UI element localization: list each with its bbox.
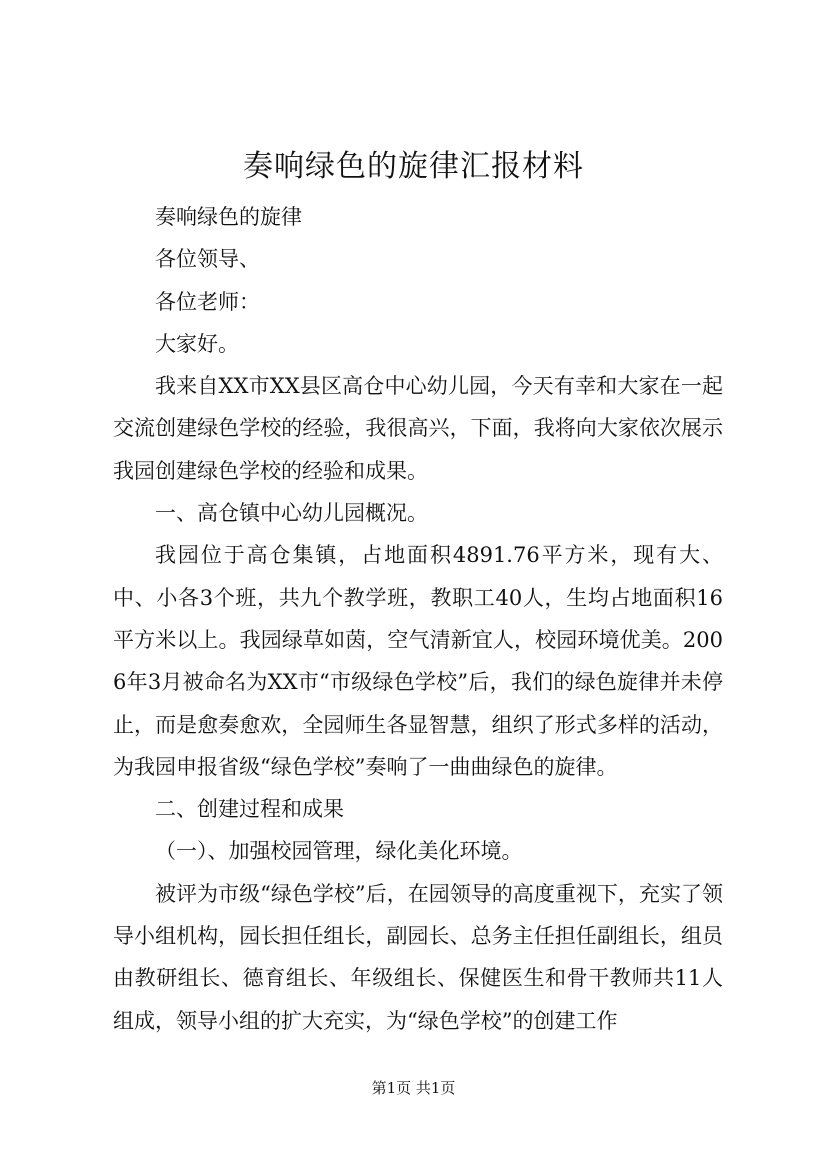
paragraph-subtitle: 奏响绿色的旋律 <box>155 205 302 229</box>
paragraph-salutation-teachers: 各位老师： <box>155 289 260 314</box>
section-heading-overview: 一、高仓镇中心幼儿园概况。 <box>155 501 428 526</box>
paragraph-introduction: 我来自XX市XX县区高仓中心幼儿园，今天有幸和大家在一起交流创建绿色学校的经验，我很高兴，下面，我将向大家依次展示我园创建绿色学校的经验和成果。 <box>113 374 723 483</box>
section-heading-process: 二、创建过程和成果 <box>155 797 344 822</box>
paragraph-salutation-leaders: 各位领导、 <box>155 247 260 272</box>
document-body <box>113 196 723 1042</box>
paragraph-greeting: 大家好。 <box>155 331 239 356</box>
subsection-heading-management: （一）、加强校园管理，绿化美化环境。 <box>155 839 523 864</box>
page-footer: 第1页 共1页 <box>371 1079 456 1097</box>
paragraph-management: 被评为市级“绿色学校”后，在园领导的高度重视下，充实了领导小组机构，园长担任组长，副园长、总务主任担任副组长，组员由教研组长、德育组长、年级组长、保健医生和骨干教师共11人组成，领导小组的扩大充实，为“绿色学校”的创建工作 <box>113 881 723 1033</box>
paragraph-overview: 我园位于高仓集镇，占地面积4891.76平方米，现有大、中、小各3个班，共九个教学班，教职工40人，生均占地面积16平方米以上。我园绿草如茵，空气清新宜人，校园环境优美。2006年3月被命名为XX市“市级绿色学校”后，我们的绿色旋律并未停止，而是愈奏愈欢，全园师生各显智慧，组织了形式多样的活动，为我园申报省级“绿色学校”奏响了一曲曲绿色的旋律。 <box>113 543 723 779</box>
document-title: 奏响绿色的旋律汇报材料 <box>243 149 584 184</box>
